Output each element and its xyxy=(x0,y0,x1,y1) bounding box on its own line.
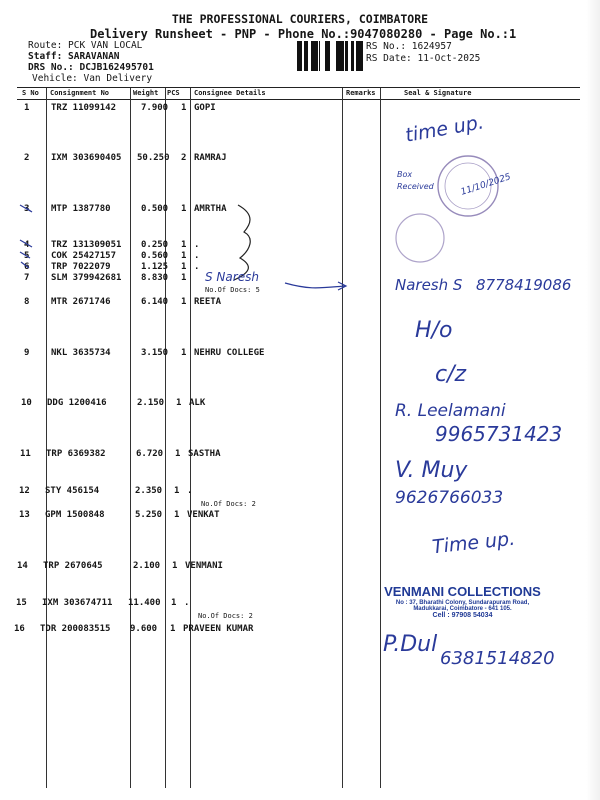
row-sno: 4 xyxy=(24,240,30,250)
row-consignee: ALK xyxy=(189,398,206,408)
docs-count-note: No.Of Docs: 2 xyxy=(198,612,253,620)
tick-mark xyxy=(20,252,30,258)
row-weight: 0.560 xyxy=(141,251,169,261)
row-consignee: SASTHA xyxy=(188,449,221,459)
row-weight: 6.720 xyxy=(136,449,164,459)
handwritten-name: R. Leelamani xyxy=(395,401,506,421)
scan-edge-shadow xyxy=(586,0,600,800)
handwritten-stamp-note: Box xyxy=(397,170,413,179)
runsheet-title: Delivery Runsheet - PNP - Phone No.:9047080280 - Page No.:1 xyxy=(90,27,517,41)
row-consignment: COK 25427157 xyxy=(51,251,117,261)
handwritten-signature: Naresh S xyxy=(395,276,463,294)
row-weight: 2.100 xyxy=(133,561,161,571)
row-pcs: 1 xyxy=(181,262,187,272)
tick-mark xyxy=(21,262,29,268)
row-pcs: 1 xyxy=(174,510,180,520)
row-sno: 10 xyxy=(21,398,32,408)
row-consignee: . xyxy=(194,240,200,250)
row-consignee: NEHRU COLLEGE xyxy=(194,348,265,358)
row-weight: 3.150 xyxy=(141,348,169,358)
handwritten-phone: 9965731423 xyxy=(435,422,563,446)
col-header-weight: Weight xyxy=(133,89,159,97)
row-consignment: TDR 200083515 xyxy=(40,624,111,634)
row-consignment: IXM 303674711 xyxy=(42,598,113,608)
handwritten-remark: H/o xyxy=(415,318,453,343)
row-consignee: REETA xyxy=(194,297,222,307)
row-sno: 8 xyxy=(24,297,30,307)
row-sno: 12 xyxy=(19,486,30,496)
staff-text: Staff: SARAVANAN xyxy=(28,51,120,62)
row-pcs: 1 xyxy=(172,561,178,571)
row-consignee: RAMRAJ xyxy=(194,153,227,163)
handwritten-phone: 6381514820 xyxy=(440,648,555,669)
row-consignment: MTP 1387780 xyxy=(51,204,111,214)
row-sno: 9 xyxy=(24,348,30,358)
row-pcs: 1 xyxy=(181,103,187,113)
row-consignment: STY 456154 xyxy=(45,486,100,496)
handwritten-phone: 9626766033 xyxy=(395,488,504,508)
row-consignee: VENKAT xyxy=(187,510,220,520)
row-consignee: . xyxy=(194,251,200,261)
row-consignment: TRZ 11099142 xyxy=(51,103,117,113)
row-pcs: 1 xyxy=(176,398,182,408)
row-weight: 6.140 xyxy=(141,297,169,307)
row-weight: 5.250 xyxy=(135,510,163,520)
handwritten-phone: 8778419086 xyxy=(476,276,572,294)
row-consignment: TRP 7022079 xyxy=(51,262,111,272)
row-weight: 1.125 xyxy=(141,262,169,272)
row-pcs: 2 xyxy=(181,153,187,163)
row-weight: 50.250 xyxy=(137,153,170,163)
row-weight: 0.250 xyxy=(141,240,169,250)
row-pcs: 1 xyxy=(181,251,187,261)
docs-count-note: No.Of Docs: 2 xyxy=(201,500,256,508)
drs-number: DRS No.: DCJB162495701 xyxy=(28,62,154,73)
row-weight: 8.830 xyxy=(141,273,169,283)
arrow-mark xyxy=(285,283,345,288)
row-weight: 2.350 xyxy=(135,486,163,496)
row-consignee: . xyxy=(184,598,190,608)
row-weight: 9.600 xyxy=(130,624,158,634)
row-sno: 1 xyxy=(24,103,30,113)
handwritten-remark: time up. xyxy=(403,111,486,147)
row-sno: 14 xyxy=(17,561,28,571)
docs-count-note: No.Of Docs: 5 xyxy=(205,286,260,294)
row-sno: 11 xyxy=(20,449,31,459)
row-sno: 7 xyxy=(24,273,30,283)
rs-date: RS Date: 11-Oct-2025 xyxy=(366,53,481,64)
stamp-phone: Cell : 97908 54034 xyxy=(432,612,493,619)
tick-mark xyxy=(20,205,32,212)
row-consignee: PRAVEEN KUMAR xyxy=(183,624,254,634)
col-header-signature: Seal & Signature xyxy=(404,89,472,97)
row-sno: 13 xyxy=(19,510,30,520)
handwritten-remark: Time up. xyxy=(431,527,517,559)
row-consignee: AMRTHA xyxy=(194,204,227,214)
row-sno: 6 xyxy=(24,262,30,272)
handwritten-remark: c/z xyxy=(435,362,467,387)
rs-number: RS No.: 1624957 xyxy=(366,41,452,52)
handwritten-stamp-note: Received xyxy=(397,182,434,191)
company-stamp xyxy=(380,584,545,619)
vehicle-text: Vehicle: Van Delivery xyxy=(32,73,153,84)
stamp-address-line: No : 37, Bharathi Colony, Sundarapuram Road, xyxy=(395,600,530,606)
col-header-remarks: Remarks xyxy=(346,89,376,97)
row-sno: 16 xyxy=(14,624,25,634)
brace-mark xyxy=(234,205,250,280)
row-pcs: 1 xyxy=(171,598,177,608)
stamp-address-line: Madukkarai, Coimbatore - 641 105. xyxy=(413,606,512,612)
col-header-pcs: PCS xyxy=(167,89,180,97)
row-consignee: VENMANI xyxy=(185,561,223,571)
row-weight: 11.400 xyxy=(128,598,161,608)
handwritten-date: 11/10/2025 xyxy=(459,172,513,198)
row-sno: 3 xyxy=(24,204,30,214)
row-sno: 15 xyxy=(16,598,27,608)
stamp-company-name: VENMANI COLLECTIONS xyxy=(384,584,541,599)
row-consignee: GOPI xyxy=(194,103,216,113)
row-pcs: 1 xyxy=(181,273,187,283)
row-pcs: 1 xyxy=(170,624,176,634)
row-consignment: IXM 303690405 xyxy=(51,153,122,163)
company-title: THE PROFESSIONAL COURIERS, COIMBATORE xyxy=(171,12,429,26)
row-weight: 7.900 xyxy=(141,103,169,113)
handwritten-signature: P.Dul xyxy=(383,632,438,657)
row-consignment: MTR 2671746 xyxy=(51,297,111,307)
handwritten-signature: V. Muy xyxy=(395,458,468,483)
col-header-consignment: Consignment No xyxy=(50,89,110,97)
tick-mark xyxy=(20,240,32,247)
row-consignment: TRZ 131309051 xyxy=(51,240,122,250)
row-consignment: TRP 2670645 xyxy=(43,561,103,571)
col-header-consignee: Consignee Details xyxy=(194,89,266,97)
col-header-sno: S No xyxy=(22,89,39,97)
row-consignee: . xyxy=(194,262,200,272)
row-consignment: GPM 1500848 xyxy=(45,510,105,520)
row-weight: 0.500 xyxy=(141,204,169,214)
row-pcs: 1 xyxy=(181,240,187,250)
row-consignment: TRP 6369382 xyxy=(46,449,106,459)
row-consignment: SLM 379942681 xyxy=(51,273,122,283)
row-consignment: NKL 3635734 xyxy=(51,348,111,358)
row-consignee: . xyxy=(187,486,193,496)
row-sno: 2 xyxy=(24,153,30,163)
row-consignment: DDG 1200416 xyxy=(47,398,107,408)
handwritten-name: S Naresh xyxy=(205,270,259,284)
row-pcs: 1 xyxy=(181,204,187,214)
row-weight: 2.150 xyxy=(137,398,165,408)
row-pcs: 1 xyxy=(181,348,187,358)
row-pcs: 1 xyxy=(181,297,187,307)
row-pcs: 1 xyxy=(174,486,180,496)
row-pcs: 1 xyxy=(175,449,181,459)
row-sno: 5 xyxy=(24,251,30,261)
route-text: Route: PCK VAN LOCAL xyxy=(28,40,143,51)
